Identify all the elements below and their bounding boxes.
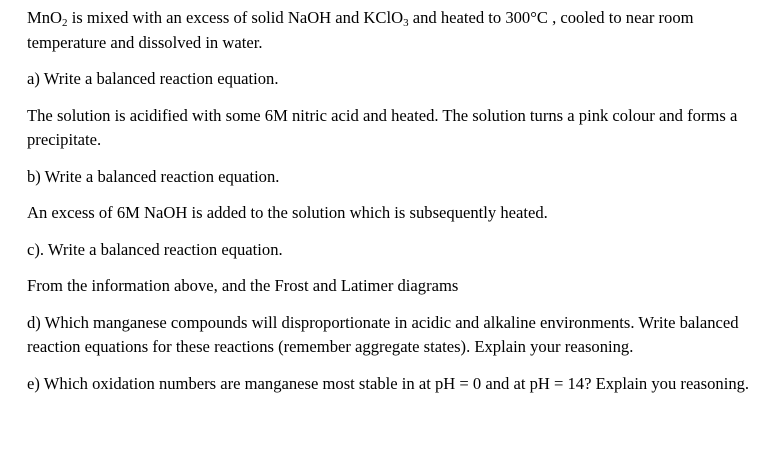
intro-paragraph — [27, 6, 757, 55]
question-c: c). Write a balanced reaction equation. — [27, 239, 283, 259]
intro-text-3: and heated to 300°C , cooled to near room temperature and dissolved in water. — [27, 8, 694, 52]
intro-subscript-1: 2 — [62, 17, 68, 29]
question-b: b) Write a balanced reaction equation. — [27, 166, 280, 186]
document-body — [27, 6, 757, 408]
question-a: a) Write a balanced reaction equation. — [27, 69, 279, 88]
intro-subscript-2: 3 — [403, 17, 409, 29]
step-4-paragraph: From the information above, and the Frost and Latimer diagrams — [27, 276, 459, 295]
intro-text-2: is mixed with an excess of solid NaOH and KClO — [67, 8, 404, 27]
intro-text-1: MnO — [27, 8, 63, 27]
step-3-paragraph: An excess of 6M NaOH is added to the solution which is subsequently heated. — [27, 203, 548, 222]
question-d: d) Which manganese compounds will disproportionate in acidic and alkaline environments. Write balanced reaction equations for these reactions (remember aggregate states). Explain your reasoning. — [27, 312, 739, 356]
question-e: e) Which oxidation numbers are manganese most stable in at pH = 0 and at pH = 14? Explain you reasoning. — [27, 373, 750, 393]
step-2-paragraph: The solution is acidified with some 6M nitric acid and heated. The solution turns a pink colour and forms a precipitate. — [27, 105, 738, 149]
